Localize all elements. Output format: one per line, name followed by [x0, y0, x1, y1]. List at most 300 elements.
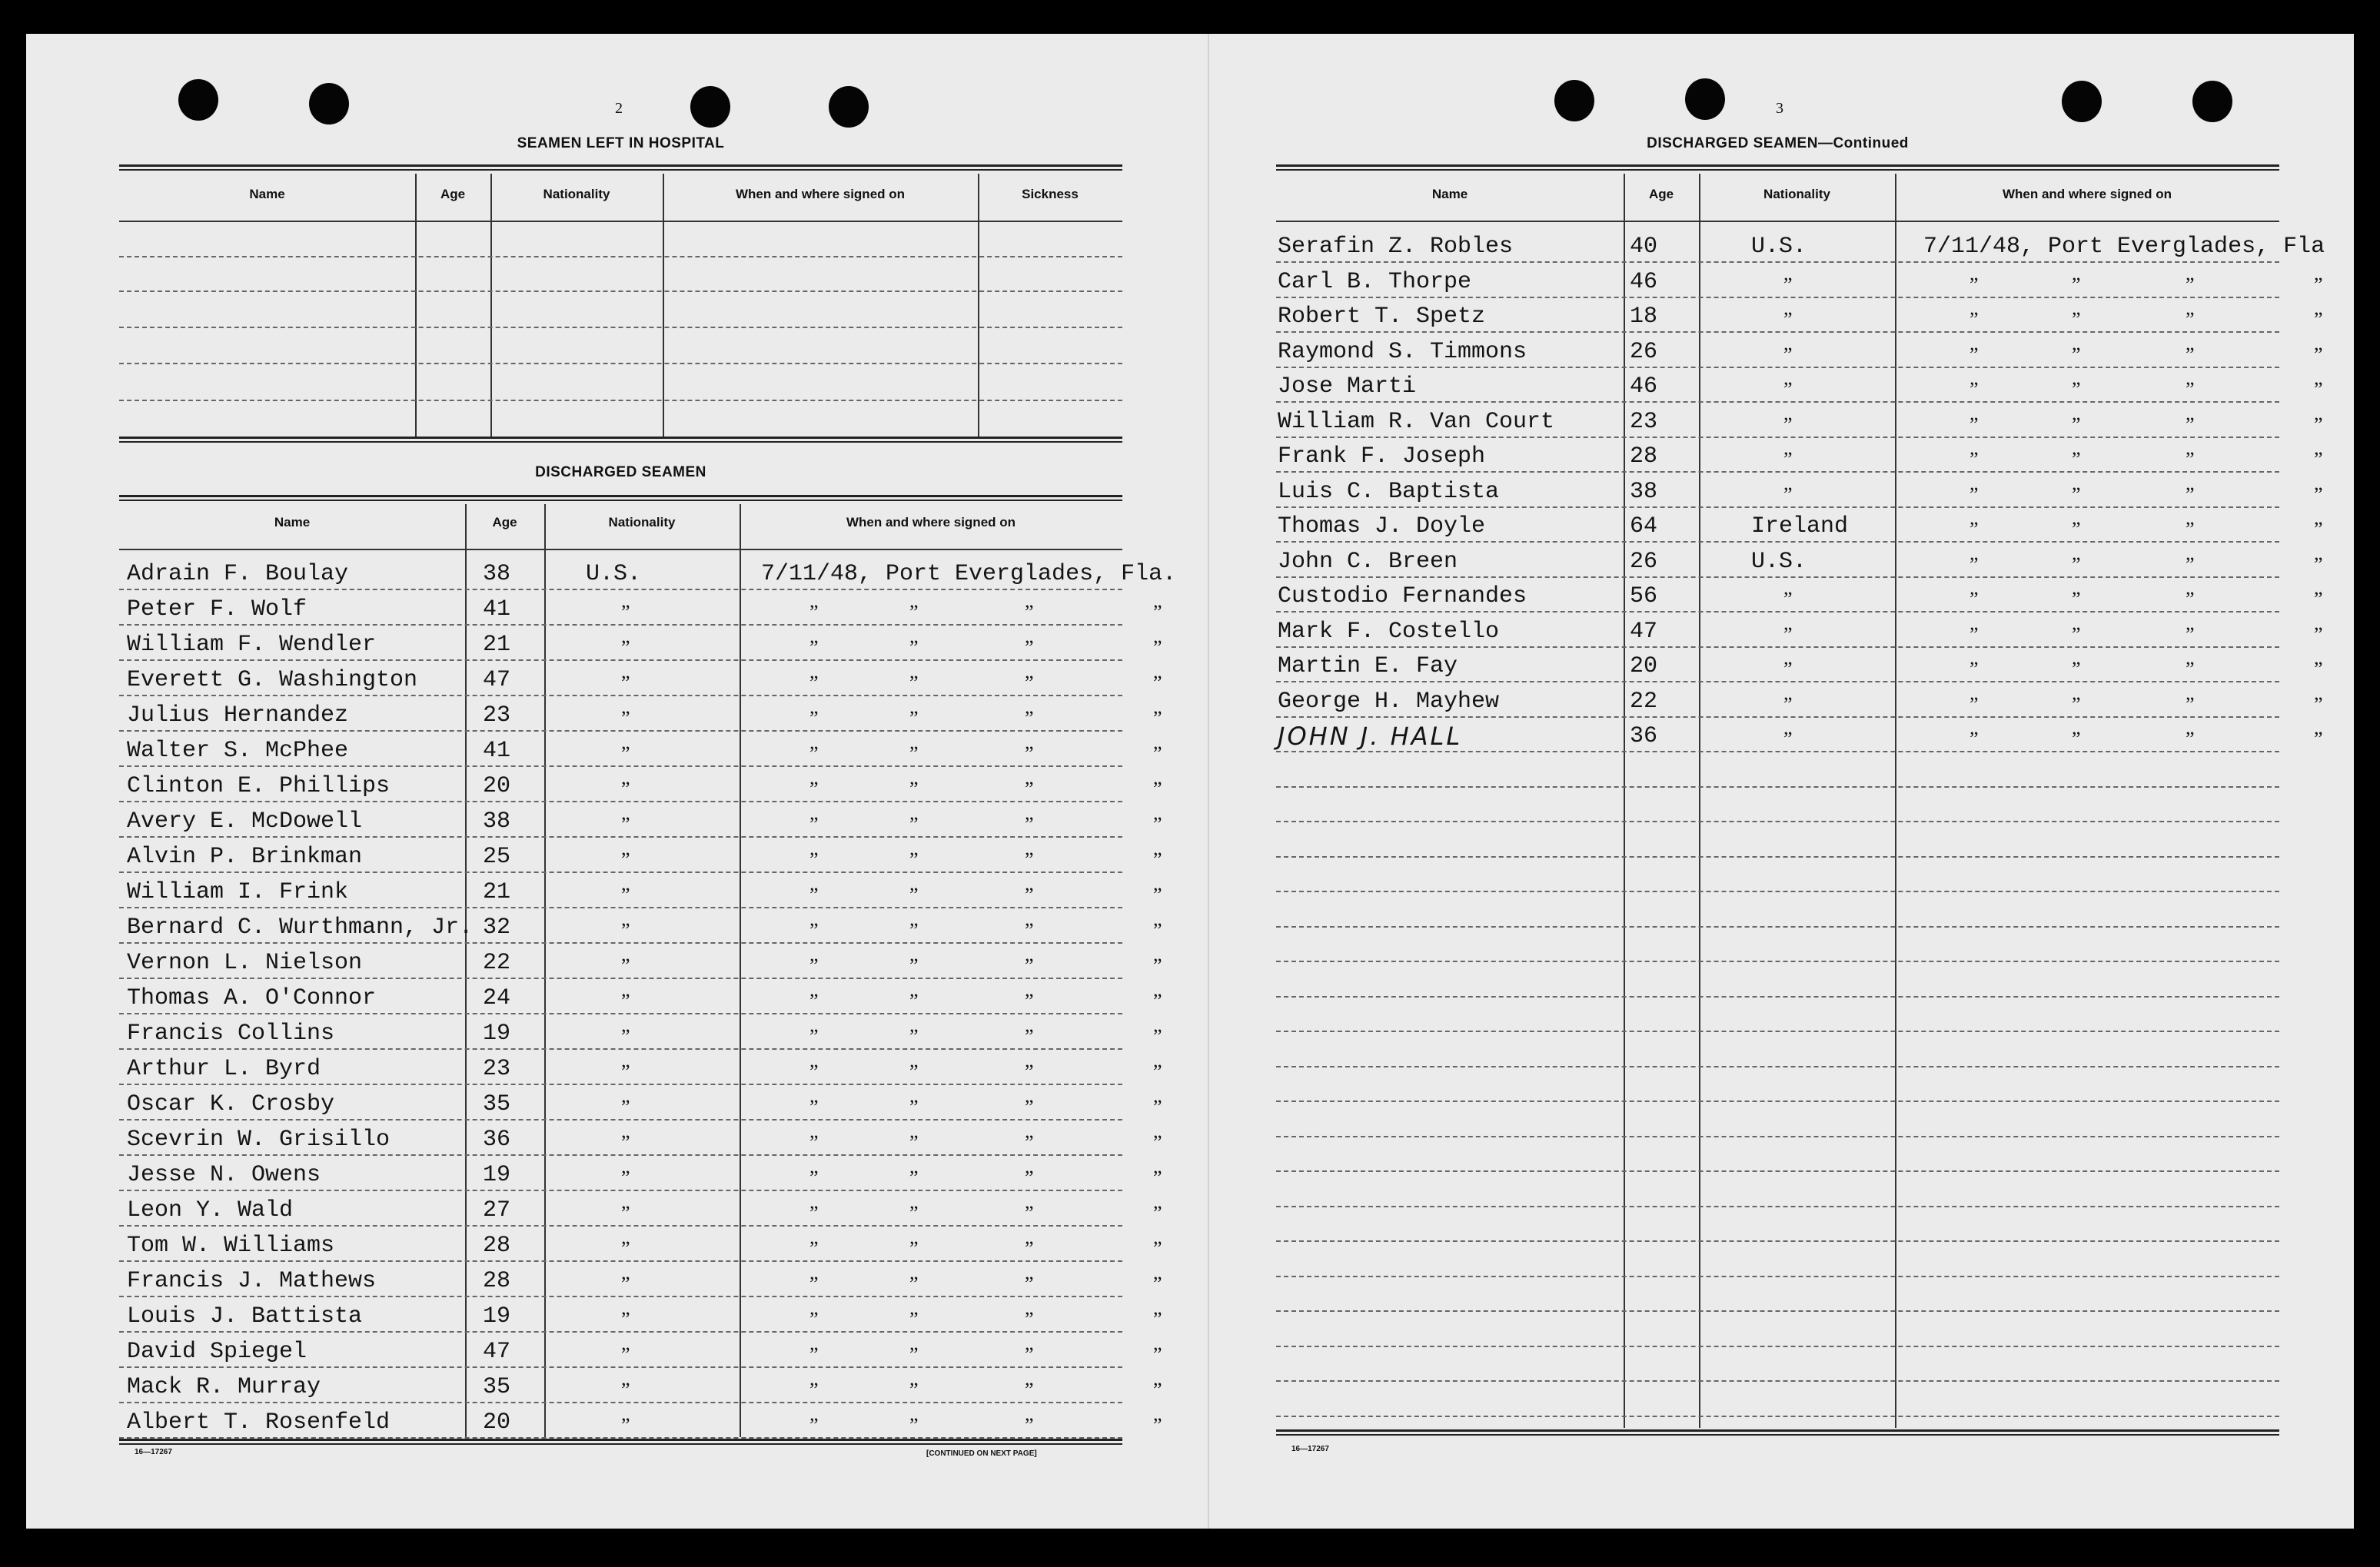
title-suffix: —Continued	[1817, 135, 1909, 151]
seaman-name: Albert T. Rosenfeld	[127, 1409, 391, 1436]
ditto-mark: ”	[2072, 692, 2081, 715]
page-fold	[1208, 34, 1209, 1529]
ditto-mark: ”	[909, 1237, 919, 1260]
seaman-age: 22	[483, 950, 511, 976]
ditto-mark: ”	[809, 1096, 819, 1118]
seaman-name: Leon Y. Wald	[127, 1197, 294, 1223]
ditto-mark: ”	[809, 1273, 819, 1295]
row-line	[1276, 1101, 2279, 1102]
seaman-age: 32	[483, 915, 511, 941]
seaman-age: 27	[483, 1197, 511, 1223]
ditto-mark: ”	[1153, 672, 1162, 694]
ditto-mark: ”	[809, 742, 819, 765]
column-header: Age	[440, 187, 466, 201]
ditto-mark: ”	[809, 1343, 819, 1366]
ditto-mark: ”	[621, 954, 630, 977]
row-line	[1276, 437, 2279, 438]
row-line	[119, 1296, 1122, 1297]
ditto-mark: ”	[1153, 707, 1162, 729]
ditto-mark: ”	[1025, 884, 1034, 906]
ditto-mark: ”	[1153, 1096, 1162, 1118]
ditto-mark: ”	[1153, 1414, 1162, 1436]
seaman-age: 64	[1630, 513, 1658, 539]
ditto-mark: ”	[621, 1096, 630, 1118]
ditto-mark: ”	[1153, 1308, 1162, 1330]
header-rule	[119, 549, 1122, 550]
ditto-mark: ”	[2072, 622, 2081, 646]
page-number: 3	[1776, 100, 1783, 117]
ditto-mark: ”	[809, 919, 819, 941]
seaman-name: Adrain F. Boulay	[127, 561, 349, 587]
seaman-age: 19	[483, 1021, 511, 1047]
ditto-mark: ”	[2314, 448, 2323, 470]
ditto-mark: ”	[809, 1237, 819, 1260]
ditto-mark: ”	[1969, 588, 1979, 610]
row-line	[1276, 1276, 2279, 1277]
row-line	[119, 1402, 1122, 1403]
ditto-mark: ”	[2186, 692, 2195, 715]
column-header: When and where signed on	[735, 187, 906, 201]
seaman-age: 21	[483, 632, 511, 658]
ditto-mark: ”	[809, 672, 819, 694]
seaman-name: John C. Breen	[1278, 548, 1458, 575]
ditto-mark: ”	[809, 707, 819, 729]
ditto-mark: ”	[809, 990, 819, 1012]
seaman-name: William I. Frink	[127, 879, 349, 905]
seaman-name: Louis J. Battista	[127, 1303, 363, 1330]
row-line	[1276, 891, 2279, 892]
ditto-mark: ”	[909, 601, 919, 623]
ditto-mark: ”	[2314, 658, 2323, 680]
ditto-mark: ”	[809, 1202, 819, 1224]
document-sheet	[26, 34, 2354, 1529]
ditto-mark: ”	[2314, 483, 2323, 506]
seaman-age: 23	[1630, 408, 1658, 435]
seaman-age: 26	[1630, 338, 1658, 365]
punch-hole	[829, 86, 869, 128]
seaman-age: 20	[1630, 653, 1658, 679]
row-line	[119, 730, 1122, 732]
ditto-mark: ”	[1153, 1167, 1162, 1189]
ditto-mark: ”	[1969, 728, 1979, 750]
signed-on: 7/11/48, Port Everglades, Fla.	[761, 561, 1177, 587]
ditto-mark: ”	[621, 1379, 630, 1401]
column-header: Age	[1648, 187, 1674, 201]
rule	[1276, 1429, 2279, 1432]
ditto-mark: ”	[909, 1096, 919, 1118]
ditto-mark: ”	[1153, 601, 1162, 623]
ditto-mark: ”	[2186, 378, 2195, 400]
column-header: Age	[492, 515, 517, 530]
row-line	[119, 327, 1122, 328]
seaman-age: 19	[483, 1303, 511, 1330]
ditto-mark: ”	[1025, 1237, 1034, 1260]
ditto-mark: ”	[1153, 919, 1162, 941]
seaman-age: 20	[483, 773, 511, 799]
seaman-age: 40	[1630, 234, 1658, 260]
ditto-mark: ”	[1153, 742, 1162, 765]
seaman-age: 35	[483, 1374, 511, 1400]
ditto-mark: ”	[1153, 884, 1162, 906]
ditto-mark: ”	[909, 1061, 919, 1083]
ditto-mark: ”	[909, 742, 919, 765]
ditto-mark: ”	[621, 636, 630, 659]
ditto-mark: ”	[2314, 273, 2323, 296]
seaman-age: 38	[483, 561, 511, 587]
seaman-name: George H. Mayhew	[1278, 688, 1500, 715]
ditto-mark: ”	[1025, 1308, 1034, 1330]
ditto-mark: ”	[621, 1273, 630, 1295]
seaman-name: Custodio Fernandes	[1278, 583, 1527, 609]
row-line	[1276, 1380, 2279, 1382]
ditto-mark: ”	[809, 848, 819, 871]
row-line	[1276, 821, 2279, 822]
row-line	[119, 589, 1122, 590]
ditto-mark: ”	[1153, 636, 1162, 659]
ditto-mark: ”	[2314, 728, 2323, 750]
ditto-mark: ”	[1025, 1061, 1034, 1083]
ditto-mark: ”	[909, 1273, 919, 1295]
ditto-mark: ”	[2186, 518, 2195, 540]
column-header: When and where signed on	[846, 515, 1016, 530]
seaman-name: Francis J. Mathews	[127, 1268, 377, 1294]
ditto-mark: ”	[1153, 1131, 1162, 1154]
ditto-mark: ”	[2186, 622, 2195, 646]
ditto-mark: ”	[1783, 413, 1793, 436]
row-line	[119, 1119, 1122, 1120]
seaman-name: Alvin P. Brinkman	[127, 844, 363, 870]
seaman-name: Serafin Z. Robles	[1278, 234, 1514, 260]
ditto-mark: ”	[2314, 308, 2323, 330]
ditto-mark: ”	[621, 742, 630, 765]
column-header: Sickness	[1022, 187, 1079, 201]
ditto-mark: ”	[809, 1379, 819, 1401]
seaman-age: 21	[483, 879, 511, 905]
row-line	[1276, 1066, 2279, 1067]
ditto-mark: ”	[1025, 707, 1034, 729]
seaman-name: Luis C. Baptista	[1278, 478, 1500, 505]
signed-on: 7/11/48, Port Everglades, Fla	[1923, 234, 2325, 260]
row-line	[1276, 331, 2279, 333]
row-line	[1276, 367, 2279, 368]
ditto-mark: ”	[621, 1237, 630, 1260]
ditto-mark: ”	[1025, 672, 1034, 694]
row-line	[1276, 1136, 2279, 1137]
ditto-mark: ”	[1025, 919, 1034, 941]
hospital-title: SEAMEN LEFT IN HOSPITAL	[517, 135, 725, 151]
row-line	[119, 695, 1122, 696]
seaman-nationality: Ireland	[1751, 513, 1849, 539]
continued-note: [CONTINUED ON NEXT PAGE]	[926, 1449, 1037, 1458]
ditto-mark: ”	[621, 1202, 630, 1224]
ditto-mark: ”	[2186, 343, 2195, 366]
ditto-mark: ”	[809, 1414, 819, 1436]
ditto-mark: ”	[909, 848, 919, 871]
column-header: Name	[249, 187, 285, 201]
row-line	[119, 978, 1122, 979]
seaman-age: 47	[1630, 618, 1658, 645]
seaman-name: William R. Van Court	[1278, 408, 1555, 435]
seaman-age: 41	[483, 738, 511, 764]
ditto-mark: ”	[909, 884, 919, 906]
page-number: 2	[615, 100, 623, 117]
seaman-age: 23	[483, 702, 511, 729]
punch-hole	[1685, 78, 1725, 120]
ditto-mark: ”	[621, 672, 630, 694]
ditto-mark: ”	[909, 919, 919, 941]
column-header: When and where signed on	[2002, 187, 2172, 201]
ditto-mark: ”	[909, 990, 919, 1012]
seaman-nationality: U.S.	[1751, 234, 1807, 260]
ditto-mark: ”	[2186, 483, 2195, 506]
ditto-mark: ”	[2072, 448, 2081, 470]
form-number: 16—17267	[135, 1448, 172, 1456]
ditto-mark: ”	[2072, 413, 2081, 436]
ditto-mark: ”	[621, 813, 630, 835]
ditto-mark: ”	[1969, 483, 1979, 506]
punch-hole	[2062, 81, 2102, 122]
column-header: Nationality	[608, 515, 676, 530]
seaman-age: 28	[1630, 443, 1658, 470]
row-line	[119, 871, 1122, 873]
seaman-age: 24	[483, 985, 511, 1011]
ditto-mark: ”	[1025, 954, 1034, 977]
ditto-mark: ”	[2314, 588, 2323, 610]
ditto-mark: ”	[2314, 378, 2323, 400]
ditto-mark: ”	[1969, 692, 1979, 715]
ditto-mark: ”	[1025, 1379, 1034, 1401]
ditto-mark: ”	[909, 778, 919, 800]
ditto-mark: ”	[1025, 778, 1034, 800]
row-line	[1276, 506, 2279, 508]
ditto-mark: ”	[1969, 308, 1979, 330]
ditto-mark: ”	[1153, 1273, 1162, 1295]
ditto-mark: ”	[1969, 622, 1979, 646]
ditto-mark: ”	[1025, 990, 1034, 1012]
ditto-mark: ”	[909, 1202, 919, 1224]
column-header: Name	[1431, 187, 1468, 201]
ditto-mark: ”	[2314, 343, 2323, 366]
row-line	[119, 836, 1122, 838]
seaman-name: Thomas A. O'Connor	[127, 985, 377, 1011]
row-line	[1276, 1346, 2279, 1347]
seaman-name: JOHN J. HALL	[1278, 722, 1463, 751]
ditto-mark: ”	[1783, 308, 1793, 330]
ditto-mark: ”	[1969, 658, 1979, 680]
ditto-mark: ”	[809, 954, 819, 977]
row-line	[1276, 786, 2279, 788]
row-line	[1276, 1031, 2279, 1032]
ditto-mark: ”	[1969, 343, 1979, 366]
ditto-mark: ”	[909, 1167, 919, 1189]
ditto-mark: ”	[809, 1167, 819, 1189]
row-line	[119, 907, 1122, 908]
ditto-mark: ”	[1025, 1414, 1034, 1436]
seaman-name: Oscar K. Crosby	[127, 1091, 335, 1117]
ditto-mark: ”	[1025, 1167, 1034, 1189]
ditto-mark: ”	[1153, 1025, 1162, 1047]
ditto-mark: ”	[1969, 553, 1979, 576]
ditto-mark: ”	[809, 1131, 819, 1154]
ditto-mark: ”	[809, 1308, 819, 1330]
row-line	[119, 1048, 1122, 1050]
ditto-mark: ”	[1153, 848, 1162, 871]
ditto-mark: ”	[909, 672, 919, 694]
row-line	[1276, 1206, 2279, 1207]
ditto-mark: ”	[809, 1025, 819, 1047]
ditto-mark: ”	[2072, 728, 2081, 750]
row-line	[1276, 646, 2279, 648]
seaman-name: Robert T. Spetz	[1278, 304, 1486, 330]
punch-hole	[690, 86, 730, 128]
row-line	[1276, 1170, 2279, 1172]
row-line	[1276, 1310, 2279, 1312]
seaman-age: 46	[1630, 373, 1658, 400]
row-line	[1276, 471, 2279, 473]
ditto-mark: ”	[621, 1308, 630, 1330]
ditto-mark: ”	[2186, 448, 2195, 470]
ditto-mark: ”	[909, 636, 919, 659]
ditto-mark: ”	[1783, 483, 1793, 506]
ditto-mark: ”	[909, 813, 919, 835]
ditto-mark: ”	[2314, 622, 2323, 646]
seaman-age: 20	[483, 1409, 511, 1436]
ditto-mark: ”	[1783, 622, 1793, 646]
seaman-age: 38	[483, 808, 511, 835]
column-header: Name	[274, 515, 311, 530]
ditto-mark: ”	[2072, 343, 2081, 366]
row-line	[119, 363, 1122, 364]
ditto-mark: ”	[809, 636, 819, 659]
ditto-mark: ”	[1153, 813, 1162, 835]
rule	[119, 1439, 1122, 1441]
seaman-age: 56	[1630, 583, 1658, 609]
seaman-age: 36	[1630, 723, 1658, 749]
seaman-name: Thomas J. Doyle	[1278, 513, 1486, 539]
ditto-mark: ”	[809, 813, 819, 835]
ditto-mark: ”	[909, 1131, 919, 1154]
ditto-mark: ”	[1025, 742, 1034, 765]
seaman-name: Vernon L. Nielson	[127, 950, 363, 976]
ditto-mark: ”	[809, 884, 819, 906]
discharged-continued-title	[1276, 135, 2279, 152]
seaman-name: Tom W. Williams	[127, 1233, 335, 1259]
discharged-title: DISCHARGED SEAMEN	[535, 464, 706, 480]
ditto-mark: ”	[909, 707, 919, 729]
seaman-name: Avery E. McDowell	[127, 808, 363, 835]
ditto-mark: ”	[621, 1343, 630, 1366]
ditto-mark: ”	[2186, 588, 2195, 610]
rule	[119, 164, 1122, 167]
ditto-mark: ”	[2186, 728, 2195, 750]
ditto-mark: ”	[2072, 273, 2081, 296]
row-line	[1276, 576, 2279, 578]
row-line	[119, 659, 1122, 661]
seaman-name: Frank F. Joseph	[1278, 443, 1486, 470]
seaman-age: 38	[1630, 478, 1658, 505]
ditto-mark: ”	[2314, 518, 2323, 540]
seaman-name: Bernard C. Wurthmann, Jr.	[127, 915, 474, 941]
seaman-name: David Spiegel	[127, 1339, 307, 1365]
ditto-mark: ”	[1153, 1343, 1162, 1366]
ditto-mark: ”	[1025, 601, 1034, 623]
seaman-age: 26	[1630, 548, 1658, 575]
seaman-name: Martin E. Fay	[1278, 653, 1458, 679]
seaman-name: Everett G. Washington	[127, 667, 418, 693]
seaman-age: 23	[483, 1056, 511, 1082]
ditto-mark: ”	[909, 954, 919, 977]
ditto-mark: ”	[621, 1131, 630, 1154]
header-rule	[119, 221, 1122, 222]
ditto-mark: ”	[621, 707, 630, 729]
row-line	[1276, 1416, 2279, 1417]
row-line	[119, 1154, 1122, 1156]
row-line	[119, 1366, 1122, 1368]
seaman-name: Walter S. McPhee	[127, 738, 349, 764]
ditto-mark: ”	[1783, 378, 1793, 400]
ditto-mark: ”	[621, 919, 630, 941]
row-line	[119, 942, 1122, 944]
ditto-mark: ”	[2314, 692, 2323, 715]
ditto-mark: ”	[2072, 553, 2081, 576]
ditto-mark: ”	[2072, 308, 2081, 330]
seaman-age: 19	[483, 1162, 511, 1188]
ditto-mark: ”	[1783, 273, 1793, 296]
ditto-mark: ”	[1025, 1273, 1034, 1295]
ditto-mark: ”	[2186, 273, 2195, 296]
punch-hole	[309, 83, 349, 124]
ditto-mark: ”	[909, 1025, 919, 1047]
ditto-mark: ”	[2072, 378, 2081, 400]
row-line	[119, 1331, 1122, 1333]
row-line	[1276, 996, 2279, 998]
ditto-mark: ”	[2186, 308, 2195, 330]
ditto-mark: ”	[621, 1061, 630, 1083]
seaman-name: Scevrin W. Grisillo	[127, 1127, 391, 1153]
ditto-mark: ”	[2186, 413, 2195, 436]
seaman-age: 28	[483, 1268, 511, 1294]
rule	[1276, 164, 2279, 167]
ditto-mark: ”	[621, 601, 630, 623]
seaman-name: Peter F. Wolf	[127, 596, 307, 622]
ditto-mark: ”	[909, 1414, 919, 1436]
row-line	[1276, 961, 2279, 962]
row-line	[1276, 611, 2279, 613]
ditto-mark: ”	[809, 778, 819, 800]
row-line	[119, 624, 1122, 626]
ditto-mark: ”	[2072, 588, 2081, 610]
ditto-mark: ”	[1025, 848, 1034, 871]
ditto-mark: ”	[1025, 1343, 1034, 1366]
ditto-mark: ”	[1969, 518, 1979, 540]
title-text: DISCHARGED SEAMEN	[1647, 135, 1818, 151]
row-line	[1276, 261, 2279, 263]
ditto-mark: ”	[2186, 658, 2195, 680]
row-line	[119, 1013, 1122, 1014]
column-header: Nationality	[1763, 187, 1830, 201]
seaman-name: Carl B. Thorpe	[1278, 268, 1472, 295]
ditto-mark: ”	[1153, 778, 1162, 800]
row-line	[119, 256, 1122, 257]
row-line	[119, 801, 1122, 802]
ditto-mark: ”	[621, 848, 630, 871]
ditto-mark: ”	[1783, 448, 1793, 470]
seaman-age: 46	[1630, 268, 1658, 295]
ditto-mark: ”	[1025, 813, 1034, 835]
ditto-mark: ”	[621, 1025, 630, 1047]
seaman-name: Clinton E. Phillips	[127, 773, 391, 799]
ditto-mark: ”	[1783, 343, 1793, 366]
